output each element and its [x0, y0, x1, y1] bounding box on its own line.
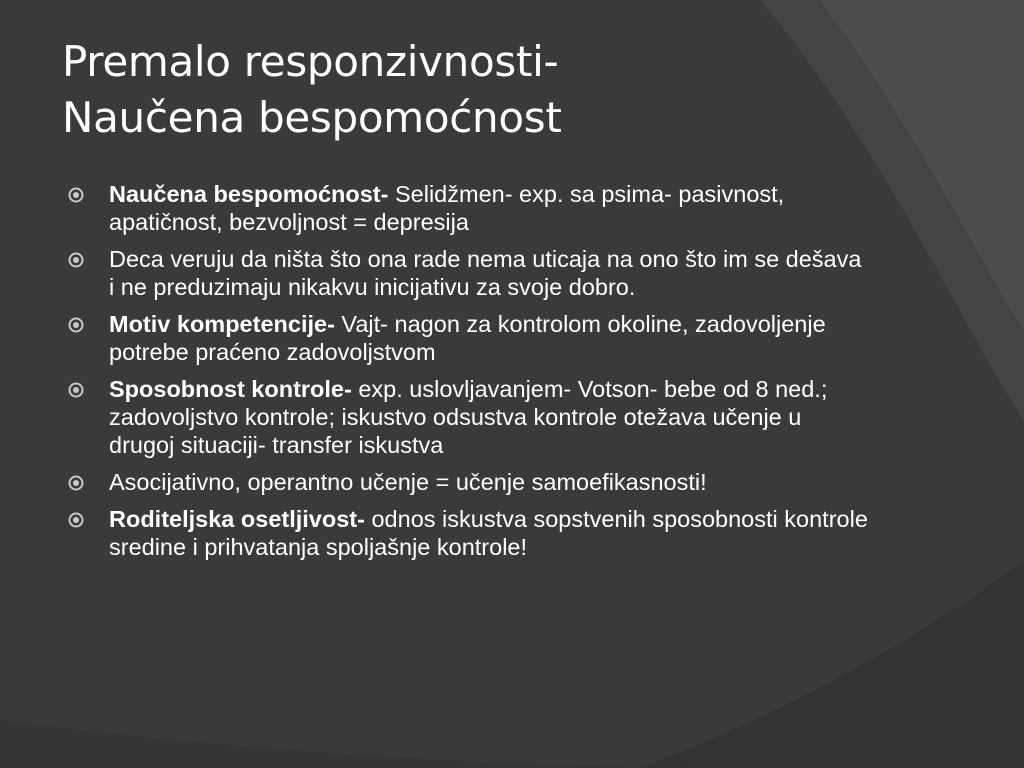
bullet-term: Naučena bespomoćnost-	[109, 181, 389, 207]
bullet-item	[68, 375, 868, 459]
bullet-term: Roditeljska osetljivost-	[109, 506, 365, 532]
bullet-text: Asocijativno, operantno učenje = učenje samoefikasnosti!	[109, 469, 707, 495]
target-circle-icon	[68, 187, 84, 203]
bullet-text: Vajt- nagon za kontrolom okoline, zadovoljenje potrebe praćeno zadovoljstvom	[109, 311, 826, 365]
bullet-text: odnos iskustva sopstvenih sposobnosti kontrole sredine i prihvatanja spoljašnje kontrole!	[109, 506, 868, 560]
bullet-item	[68, 180, 868, 236]
bullet-term: Motiv kompetencije-	[109, 311, 335, 337]
bullet-item	[68, 310, 868, 366]
target-circle-icon	[68, 317, 84, 333]
bullet-list	[68, 180, 868, 570]
target-circle-icon	[68, 512, 84, 528]
bullet-item	[68, 505, 868, 561]
slide-title	[62, 34, 962, 146]
bullet-text: Deca veruju da ništa što ona rade nema uticaja na ono što im se dešava i ne preduzimaju nikakvu inicijativu za svoje dobro.	[109, 246, 862, 300]
bullet-term: Sposobnost kontrole-	[109, 376, 352, 402]
target-circle-icon	[68, 475, 84, 491]
title-line-2: Naučena bespomoćnost	[62, 93, 562, 142]
bullet-text: Selidžmen- exp. sa psima- pasivnost, apatičnost, bezvoljnost = depresija	[109, 181, 785, 235]
bullet-item	[68, 468, 868, 496]
bullet-item	[68, 245, 868, 301]
target-circle-icon	[68, 252, 84, 268]
target-circle-icon	[68, 382, 84, 398]
title-line-1: Premalo responzivnosti-	[62, 37, 559, 86]
bullet-text: exp. uslovljavanjem- Votson- bebe od 8 ned.; zadovoljstvo kontrole; iskustvo odsustva kontrole otežava učenje u drugoj situaciji- transfer iskustva	[109, 376, 828, 458]
